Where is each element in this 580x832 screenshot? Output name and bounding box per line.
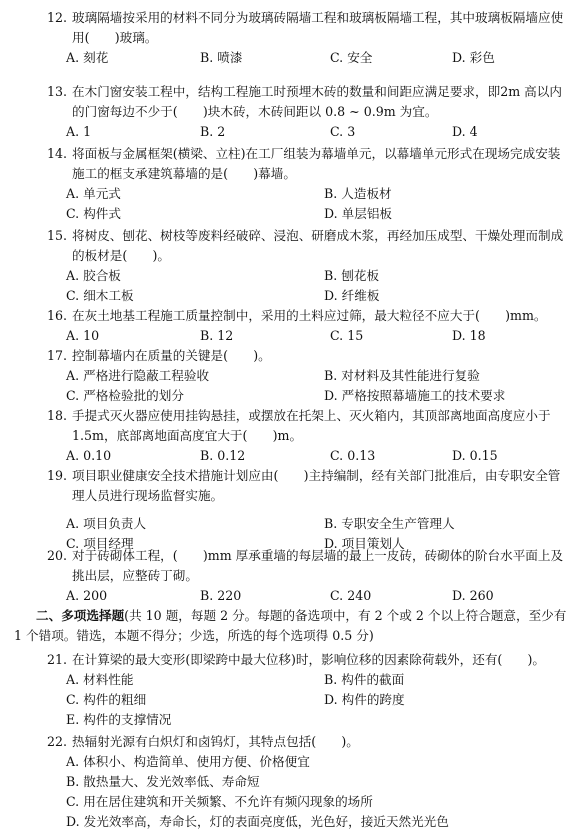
option-b[interactable]: B. 220 bbox=[200, 588, 242, 603]
option-a[interactable]: A. 体积小、构造简单、使用方便、价格便宜 bbox=[66, 754, 310, 769]
question-number: 13. bbox=[47, 84, 68, 99]
option-d[interactable]: D. 单层铝板 bbox=[324, 206, 393, 221]
stem-text: 在计算梁的最大变形(即梁跨中最大位移)时，影响位移的因素除荷载外，还有( )。 bbox=[72, 652, 546, 667]
section-instructions-cont: 1 个错项。错选，本题不得分；少选，所选的每个选项得 0.5 分) bbox=[14, 628, 374, 643]
option-a[interactable]: A. 刻花 bbox=[66, 50, 109, 65]
option-c[interactable]: C. 细木工板 bbox=[66, 288, 134, 303]
options-row bbox=[0, 586, 580, 606]
section-title: 二、多项选择题 bbox=[36, 608, 125, 623]
options-row bbox=[0, 812, 580, 832]
question-stem bbox=[0, 8, 580, 48]
option-d[interactable]: D. 彩色 bbox=[452, 50, 495, 65]
stem-text: 在木门窗安装工程中，结构工程施工时预埋木砖的数量和间距应满足要求，即2m 高以内的门窗每边不少于( )块木砖，木砖间距以 0.8 ~ 0.9m 为宜。 bbox=[72, 84, 562, 119]
option-b[interactable]: B. 12 bbox=[200, 328, 234, 343]
options-row bbox=[0, 48, 580, 68]
question-stem bbox=[0, 732, 580, 752]
option-b[interactable]: B. 人造板材 bbox=[324, 186, 392, 201]
question-stem bbox=[0, 406, 580, 446]
option-a[interactable]: A. 1 bbox=[66, 124, 92, 139]
option-b[interactable]: B. 专职安全生产管理人 bbox=[324, 516, 455, 531]
option-b[interactable]: B. 0.12 bbox=[200, 448, 246, 463]
question-number: 18. bbox=[47, 408, 68, 423]
options-row bbox=[0, 690, 580, 710]
option-a[interactable]: A. 严格进行隐蔽工程验收 bbox=[66, 368, 210, 383]
option-a[interactable]: A. 0.10 bbox=[66, 448, 112, 463]
option-d[interactable]: D. 纤维板 bbox=[324, 288, 380, 303]
stem-text: 将面板与金属框架(横梁、立柱)在工厂组装为幕墙单元，以幕墙单元形式在现场完成安装施工的框支承建筑幕墙的是( )幕墙。 bbox=[72, 146, 561, 181]
option-c[interactable]: C. 安全 bbox=[330, 50, 373, 65]
question-number: 20. bbox=[47, 548, 68, 563]
stem-text: 将树皮、刨花、树枝等废料经破碎、浸泡、研磨成木浆，再经加压成型、干燥处理而制成的板材是( )。 bbox=[72, 228, 564, 263]
options-row bbox=[0, 204, 580, 224]
stem-text: 热辐射光源有白炽灯和卤钨灯，其特点包括( )。 bbox=[72, 734, 359, 749]
question-number: 19. bbox=[47, 468, 68, 483]
option-d[interactable]: D. 18 bbox=[452, 328, 486, 343]
option-d[interactable]: D. 构件的跨度 bbox=[324, 692, 405, 707]
option-b[interactable]: B. 刨花板 bbox=[324, 268, 380, 283]
question-number: 12. bbox=[47, 10, 68, 25]
options-row bbox=[0, 514, 580, 534]
option-c[interactable]: C. 严格检验批的划分 bbox=[66, 388, 184, 403]
option-a[interactable]: A. 单元式 bbox=[66, 186, 121, 201]
question-stem bbox=[0, 466, 580, 506]
stem-text: 玻璃隔墙按采用的材料不同分为玻璃砖隔墙工程和玻璃板隔墙工程，其中玻璃板隔墙应使用( )玻璃。 bbox=[72, 10, 564, 45]
question-12 bbox=[0, 8, 580, 68]
option-c[interactable]: C. 项目经理 bbox=[66, 536, 134, 551]
option-c[interactable]: C. 构件式 bbox=[66, 206, 121, 221]
question-18 bbox=[0, 406, 580, 466]
option-c[interactable]: C. 15 bbox=[330, 328, 364, 343]
option-a[interactable]: A. 材料性能 bbox=[66, 672, 134, 687]
option-b[interactable]: B. 对材料及其性能进行复验 bbox=[324, 368, 480, 383]
options-row bbox=[0, 792, 580, 812]
options-row bbox=[0, 710, 580, 730]
question-stem bbox=[0, 650, 580, 670]
stem-text: 控制幕墙内在质量的关键是( )。 bbox=[72, 348, 271, 363]
question-number: 16. bbox=[47, 308, 68, 323]
question-number: 15. bbox=[47, 228, 68, 243]
options-row bbox=[0, 772, 580, 792]
option-a[interactable]: A. 10 bbox=[66, 328, 100, 343]
options-row bbox=[0, 386, 580, 406]
option-b[interactable]: B. 构件的截面 bbox=[324, 672, 405, 687]
question-22 bbox=[0, 732, 580, 832]
option-a[interactable]: A. 胶合板 bbox=[66, 268, 121, 283]
question-number: 17. bbox=[47, 348, 68, 363]
option-c[interactable]: C. 0.13 bbox=[330, 448, 376, 463]
section-instructions: (共 10 题，每题 2 分。每题的备选项中，有 2 个或 2 个以上符合题意，至少有 bbox=[124, 608, 567, 623]
option-a[interactable]: A. 200 bbox=[66, 588, 108, 603]
options-row bbox=[0, 122, 580, 142]
stem-text: 手提式灭火器应使用挂钩悬挂，或摆放在托架上、灭火箱内，其顶部离地面高度应小于 1.5m，底部离地面高度宜大于( )m。 bbox=[72, 408, 551, 443]
question-21 bbox=[0, 650, 580, 730]
option-a[interactable]: A. 项目负责人 bbox=[66, 516, 147, 531]
options-row bbox=[0, 446, 580, 466]
stem-text: 项目职业健康安全技术措施计划应由( )主持编制，经有关部门批准后，由专职安全管理人员进行现场监督实施。 bbox=[72, 468, 561, 503]
options-row bbox=[0, 366, 580, 386]
question-stem bbox=[0, 306, 580, 326]
option-c[interactable]: C. 构件的粗细 bbox=[66, 692, 147, 707]
options-row bbox=[0, 752, 580, 772]
stem-text: 对于砖砌体工程，( )mm 厚承重墙的每层墙的最上一皮砖，砖砌体的阶台水平面上及挑出层，应整砖丁砌。 bbox=[72, 548, 564, 583]
question-13 bbox=[0, 82, 580, 142]
question-stem bbox=[0, 82, 580, 122]
option-d[interactable]: D. 发光效率高，寿命长，灯的表面亮度低，光色好，接近天然光光色 bbox=[66, 814, 449, 829]
question-19 bbox=[0, 466, 580, 554]
option-e[interactable]: E. 构件的支撑情况 bbox=[66, 712, 172, 727]
options-row bbox=[0, 286, 580, 306]
options-row bbox=[0, 184, 580, 204]
stem-text: 在灰土地基工程施工质量控制中，采用的土料应过筛，最大粒径不应大于( )mm。 bbox=[72, 308, 547, 323]
option-d[interactable]: D. 0.15 bbox=[452, 448, 498, 463]
question-number: 22. bbox=[47, 734, 68, 749]
option-d[interactable]: D. 严格按照幕墙施工的技术要求 bbox=[324, 388, 506, 403]
option-d[interactable]: D. 260 bbox=[452, 588, 494, 603]
question-14 bbox=[0, 144, 580, 224]
question-stem bbox=[0, 546, 580, 586]
question-number: 14. bbox=[47, 146, 68, 161]
question-17 bbox=[0, 346, 580, 406]
question-number: 21. bbox=[47, 652, 68, 667]
question-stem bbox=[0, 346, 580, 366]
options-row bbox=[0, 670, 580, 690]
question-20 bbox=[0, 546, 580, 606]
options-row bbox=[0, 326, 580, 346]
option-b[interactable]: B. 喷漆 bbox=[200, 50, 243, 65]
option-c[interactable]: C. 用在居住建筑和开关频繁、不允许有频闪现象的场所 bbox=[66, 794, 373, 809]
option-c[interactable]: C. 3 bbox=[330, 124, 356, 139]
question-16 bbox=[0, 306, 580, 346]
option-c[interactable]: C. 240 bbox=[330, 588, 372, 603]
option-d[interactable]: D. 项目策划人 bbox=[324, 536, 405, 551]
question-15 bbox=[0, 226, 580, 306]
option-d[interactable]: D. 4 bbox=[452, 124, 478, 139]
question-stem bbox=[0, 144, 580, 184]
options-row bbox=[0, 266, 580, 286]
question-stem bbox=[0, 226, 580, 266]
section-heading bbox=[0, 606, 580, 626]
option-b[interactable]: B. 2 bbox=[200, 124, 226, 139]
option-b[interactable]: B. 散热量大、发光效率低、寿命短 bbox=[66, 774, 260, 789]
